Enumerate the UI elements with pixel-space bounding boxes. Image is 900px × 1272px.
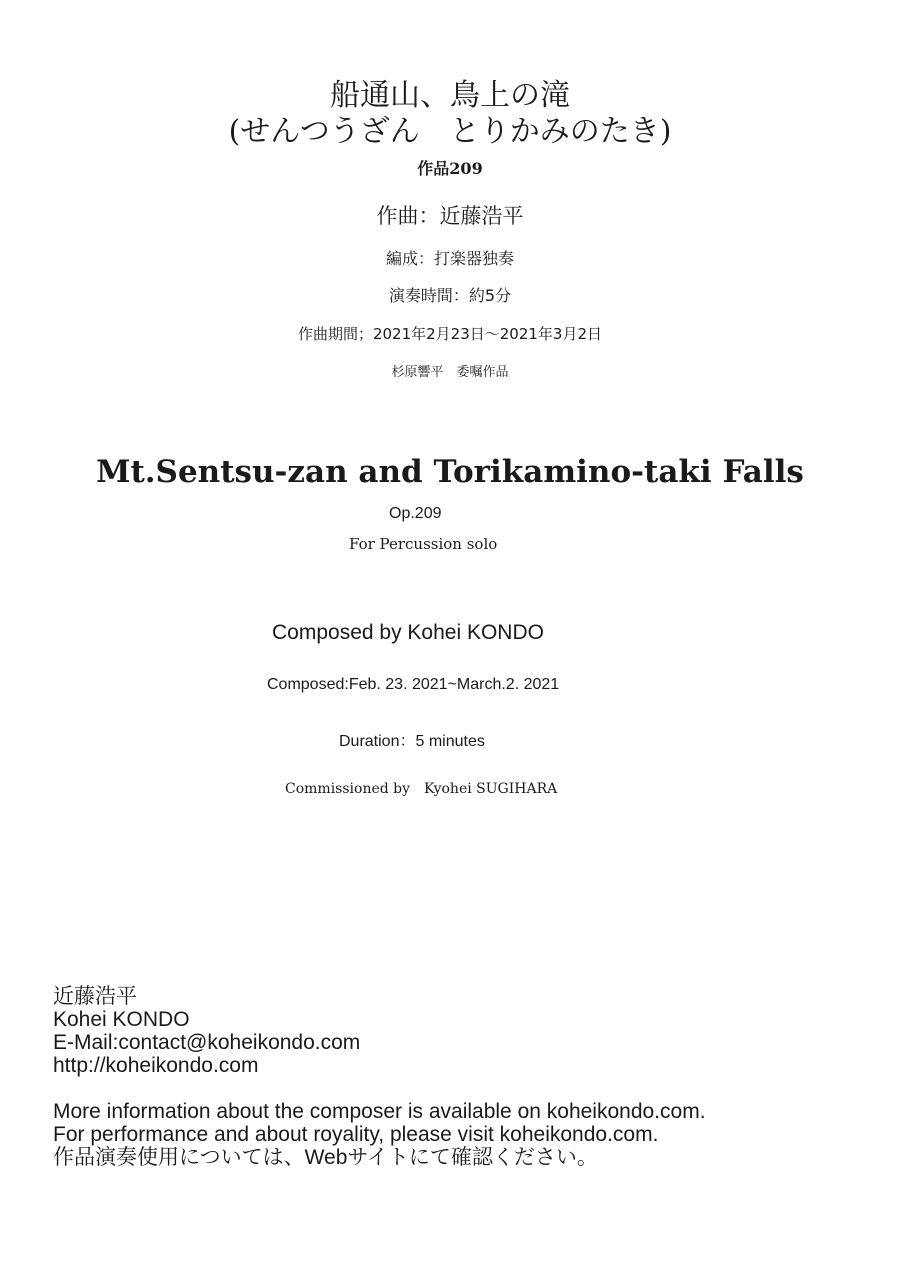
footer-info-line-1: More information about the composer is available on koheikondo.com.	[53, 1100, 706, 1123]
japanese-composition-period: 作曲期間；2021年2月23日〜2021年3月2日	[297, 325, 603, 343]
japanese-opus-number: 作品209	[417, 159, 483, 178]
footer-contact-block	[53, 985, 706, 1169]
english-opus-number: Op.209	[389, 505, 442, 522]
english-duration: Duration：5 minutes	[339, 733, 485, 750]
japanese-composer: 作曲：近藤浩平	[376, 204, 524, 228]
japanese-duration: 演奏時間：約5分	[388, 286, 512, 305]
english-composition-dates: Composed:Feb. 23. 2021~March.2. 2021	[267, 676, 560, 693]
english-instrumentation: For Percussion solo	[349, 535, 498, 553]
footer-website: http://koheikondo.com	[53, 1054, 259, 1077]
english-commission: Commissioned by Kyohei SUGIHARA	[285, 781, 558, 797]
footer-info-line-3: 作品演奏使用については、Webサイトにて確認ください。	[53, 1146, 598, 1169]
footer-email: E-Mail:contact@koheikondo.com	[53, 1031, 361, 1054]
japanese-instrumentation: 編成：打楽器独奏	[385, 249, 514, 268]
footer-name-japanese: 近藤浩平	[53, 985, 137, 1008]
footer-name-english: Kohei KONDO	[53, 1008, 190, 1031]
japanese-commission: 杉原響平 委嘱作品	[391, 365, 509, 380]
japanese-title-line-2: (せんつうざん とりかみのたき)	[228, 114, 672, 149]
english-title: Mt.Sentsu-zan and Torikamino-taki Falls	[96, 454, 804, 490]
footer-spacer	[53, 1077, 706, 1100]
footer-info-line-2: For performance and about royality, please visit koheikondo.com.	[53, 1123, 659, 1146]
english-composer: Composed by Kohei KONDO	[272, 621, 544, 644]
japanese-title-line-1: 船通山、鳥上の滝	[330, 78, 570, 113]
